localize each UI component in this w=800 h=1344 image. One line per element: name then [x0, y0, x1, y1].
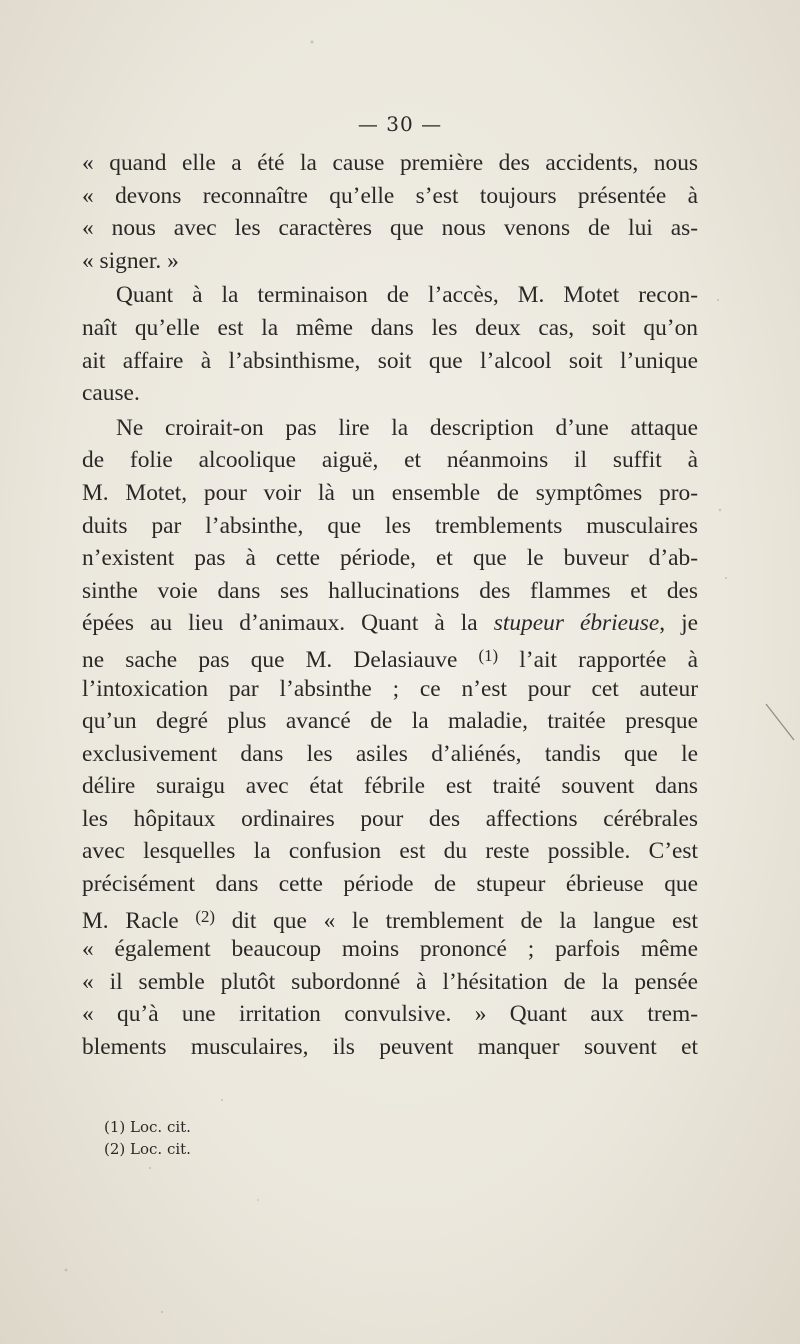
text-line: ait affaire à l’absinthisme, soit que l’alcool soit l’unique [82, 347, 698, 374]
text-line: M. Racle $^{(2)}$ dit que « le tremblement de la langue est [82, 906, 698, 934]
text-line: l’intoxication par l’absinthe ; ce n’est pour cet auteur [82, 675, 698, 702]
text-line: « nous avec les caractères que nous venons de lui as- [82, 215, 698, 242]
footnote: (2) Loc. cit. [104, 1140, 191, 1158]
text-line: « qu’à une irritation convulsive. » Quant aux trem- [82, 1001, 698, 1028]
text-line: épées au lieu d’animaux. Quant à la stupeur ébrieuse, je [82, 610, 698, 637]
text-line: n’existent pas à cette période, et que le buveur d’ab- [82, 545, 698, 572]
text-line: de folie alcoolique aiguë, et néanmoins il suffit à [82, 447, 698, 474]
text-line: duits par l’absinthe, que les tremblements musculaires [82, 512, 698, 539]
text-line: ne sache pas que M. Delasiauve $^{(1)}$ l’ait rapportée à [82, 645, 698, 673]
italic-term: stupeur ébrieuse [493, 610, 660, 637]
footnote: (1) Loc. cit. [104, 1118, 191, 1136]
text-line: précisément dans cette période de stupeur ébrieuse que [82, 871, 698, 898]
footnote-reference: (1) [478, 645, 499, 665]
text-line: « devons reconnaître qu’elle s’est toujours présentée à [82, 182, 698, 209]
footnotes [104, 1116, 191, 1160]
text-line: exclusivement dans les asiles d’aliénés, tandis que le [82, 740, 698, 767]
footnote-reference: (2) [195, 906, 215, 926]
text-line: qu’un degré plus avancé de la maladie, traitée presque [82, 708, 698, 735]
text-line: Ne croirait-on pas lire la description d’une attaque [116, 414, 698, 441]
text-line: délire suraigu avec état fébrile est traité souvent dans [82, 773, 698, 800]
text-line: blements musculaires, ils peuvent manquer souvent et [82, 1034, 698, 1061]
text-line: M. Motet, pour voir là un ensemble de symptômes pro- [82, 479, 698, 506]
text-line: naît qu’elle est la même dans les deux cas, soit qu’on [82, 314, 698, 341]
text-line: Quant à la terminaison de l’accès, M. Motet recon- [116, 282, 698, 309]
text-line: « quand elle a été la cause première des accidents, nous [82, 150, 698, 176]
body-text [82, 147, 698, 1064]
text-line: cause. [82, 380, 140, 407]
text-line: « signer. » [82, 247, 179, 274]
text-line: les hôpitaux ordinaires pour des affections cérébrales [82, 805, 698, 832]
text-line: « il semble plutôt subordonné à l’hésitation de la pensée [82, 968, 698, 995]
text-line: « également beaucoup moins prononcé ; parfois même [82, 936, 698, 963]
text-line: sinthe voie dans ses hallucinations des flammes et des [82, 577, 698, 604]
page-number: — 30 — [357, 112, 443, 136]
text-line: avec lesquelles la confusion est du reste possible. C’est [82, 838, 698, 865]
